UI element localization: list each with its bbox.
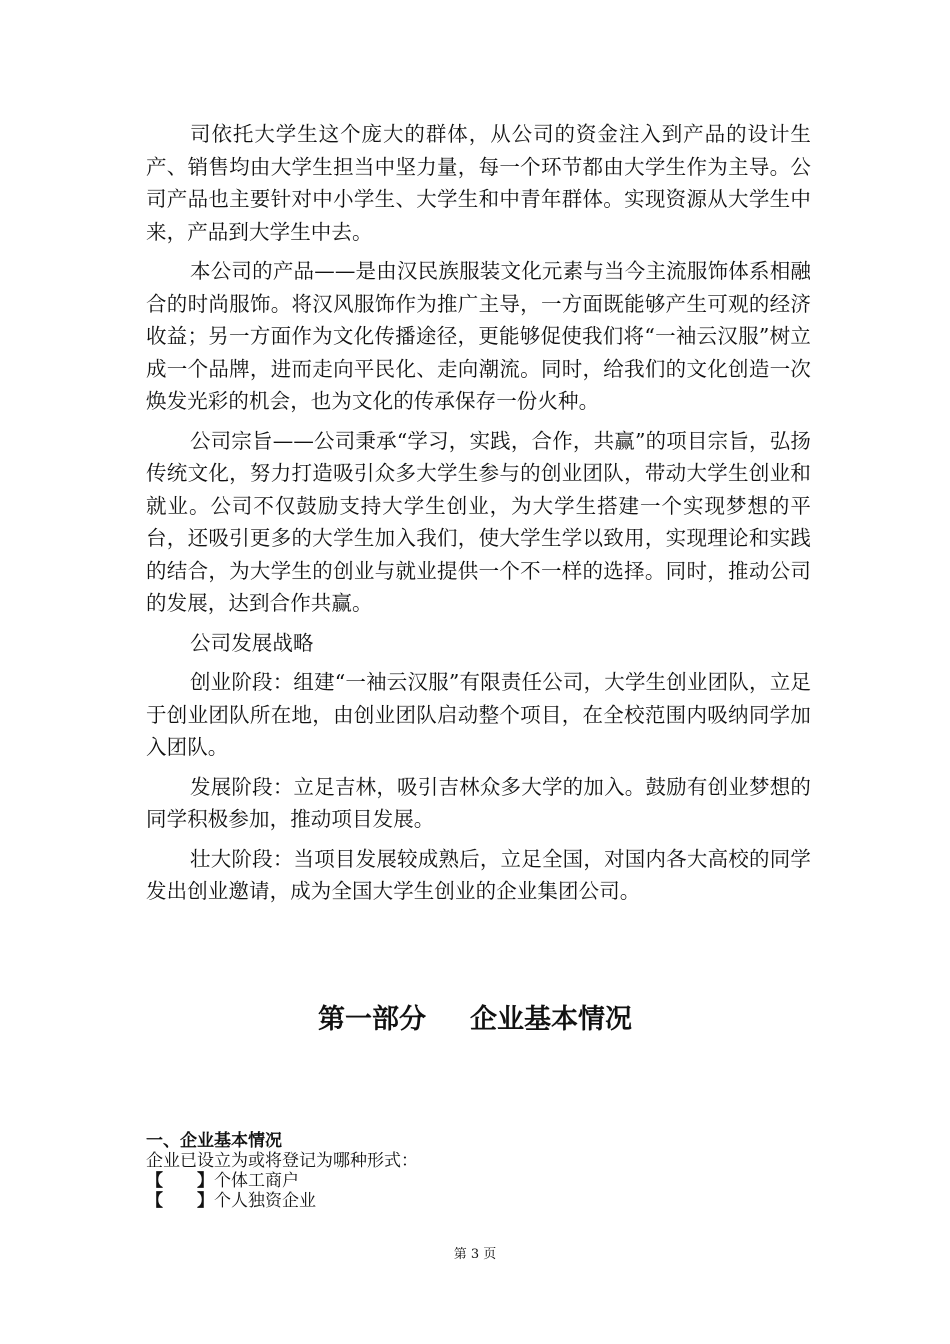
page-number: 第 3 页 [453,1247,497,1262]
option-label: 个人独资企业 [214,1191,316,1211]
paragraph-startup-stage: 创业阶段：组建“一袖云汉服”有限责任公司，大学生创业团队，立足于创业团队所在地，由创业团队启动整个项目，在全校范围内吸纳同学加入团队。 [146,670,811,759]
checkbox-close-bracket: 】 [197,1171,214,1191]
checkbox-open-bracket: 【 [146,1171,163,1191]
section-part-title: 企业基本情况 [470,1004,632,1035]
checkbox-open-bracket: 【 [146,1191,163,1211]
paragraph-expansion-stage: 壮大阶段：当项目发展较成熟后，立足全国，对国内各大高校的同学发出创业邀请，成为全国大学生创业的企业集团公司。 [146,846,811,903]
checkbox-close-bracket: 】 [197,1191,214,1211]
option-individual-business[interactable] [146,1171,806,1191]
option-label: 个体工商户 [214,1171,299,1191]
section-part-label: 第一部分 [318,1004,426,1035]
option-sole-proprietorship[interactable] [146,1191,806,1211]
paragraph-growth-stage: 发展阶段：立足吉林，吸引吉林众多大学的加入。鼓励有创业梦想的同学积极参加，推动项目发展。 [146,774,811,831]
paragraph-mission: 公司宗旨——公司秉承“学习，实践，合作，共赢”的项目宗旨，弘扬传统文化，努力打造吸引众多大学生参与的创业团队，带动大学生创业和就业。公司不仅鼓励支持大学生创业，为大学生搭建一个实现梦想的平台，还吸引更多的大学生加入我们，使大学生学以致用，实现理论和实践的结合，为大学生的创业与就业提供一个不一样的选择。同时，推动公司的发展，达到合作共赢。 [146,428,811,615]
form-question: 企业已设立为或将登记为哪种形式： [146,1151,418,1171]
subsection-heading: 一、企业基本情况 [146,1131,282,1151]
paragraph-product: 本公司的产品——是由汉民族服装文化元素与当今主流服饰体系相融合的时尚服饰。将汉风服饰作为推广主导，一方面既能够产生可观的经济收益；另一方面作为文化传播途径，更能够促使我们将“一袖云汉服”树立成一个品牌，进而走向平民化、走向潮流。同时，给我们的文化创造一次焕发光彩的机会，也为文化的传承保存一份火种。 [146,259,811,413]
paragraph-intro: 司依托大学生这个庞大的群体，从公司的资金注入到产品的设计生产、销售均由大学生担当中坚力量，每一个环节都由大学生作为主导。公司产品也主要针对中小学生、大学生和中青年群体。实现资源从大学生中来，产品到大学生中去。 [146,122,811,244]
section-title [0,1000,950,1040]
subsection-basic-info [146,1131,806,1211]
paragraph-strategy-heading: 公司发展战略 [190,630,314,655]
body-text [146,118,811,915]
